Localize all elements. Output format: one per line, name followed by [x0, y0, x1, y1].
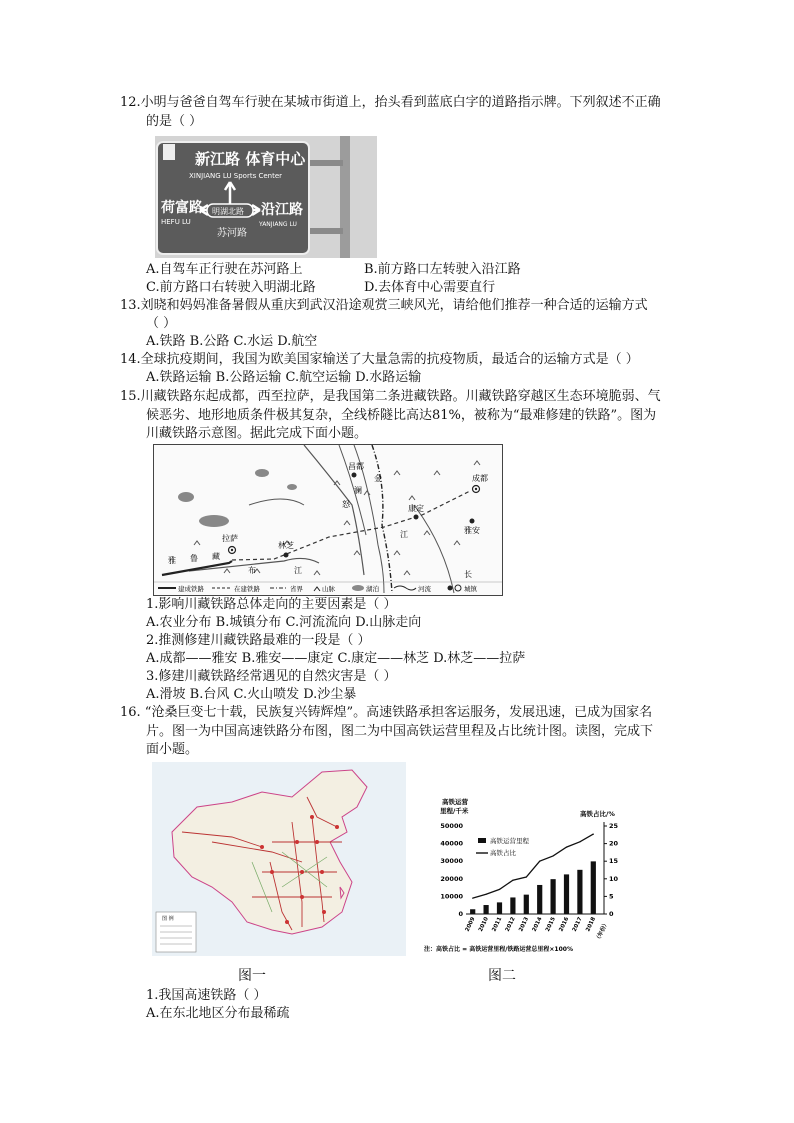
chart-xtick-2015: 2015: [545, 916, 557, 933]
q12-stem-line1: 12.小明与爸爸自驾车行驶在某城市街道上，抬头看到蓝底白字的道路指示牌。下列叙述不正确: [120, 95, 661, 110]
map-river-chang: 长: [464, 570, 472, 579]
map-city-yaan: 雅安: [464, 526, 480, 535]
q15-stem-line1: 15.川藏铁路东起成都，西至拉萨，是我国第二条进藏铁路。川藏铁路穿越区生态环境脆弱、气: [120, 389, 661, 404]
q16-stem-line1: 16. “沧桑巨变七十载，民族复兴铸辉煌”。高速铁路承担客运服务，发展迅速，已成为国家名: [120, 705, 653, 720]
road-sign-photo: [155, 136, 377, 258]
chart-xtick-2014: 2014: [531, 916, 544, 933]
chart-bar-2016: [564, 874, 569, 914]
chart-line-point-2009: [472, 898, 473, 899]
q16-sub1: 1.我国高速铁路（ ）: [146, 988, 267, 1003]
chart-ytick-left-4: 40000: [440, 839, 463, 848]
chart-xtick-2012: 2012: [504, 916, 517, 933]
chart-ytick-right-4: 20: [609, 839, 619, 848]
q12-option-d: D.去体育中心需要直行: [364, 280, 496, 295]
chart-ytick-right-1: 5: [609, 892, 614, 901]
china-hsr-map-graphic: [152, 762, 406, 956]
chart-note: 注：高铁占比 = 高铁运营里程/铁路运营总里程×100%: [424, 946, 573, 953]
chart-line-point-2015: [553, 855, 554, 856]
hsr-combo-chart: [420, 796, 644, 956]
chart-line-point-2014: [539, 861, 540, 862]
q15-sub2-options: A.成都——雅安 B.雅安——康定 C.康定——林芝 D.林芝——拉萨: [146, 651, 526, 666]
chart-ytick-right-0: 0: [609, 910, 614, 918]
map-river-jin: 金: [374, 474, 382, 483]
chart-xtick-2011: 2011: [491, 916, 504, 933]
chart-line-point-2017: [579, 841, 580, 842]
fig1-legend-title: 图 例: [162, 916, 174, 922]
sign-bottom-cn: 苏河路: [217, 228, 247, 239]
legend-bar-swatch: [478, 838, 486, 843]
legend-bar-label: 高铁运营里程: [490, 837, 529, 845]
sign-top-cn: 新江路 体育中心: [195, 150, 306, 168]
q12-option-a: A.自驾车正行驶在苏河路上: [146, 262, 303, 277]
q13-options: A.铁路 B.公路 C.水运 D.航空: [146, 334, 318, 349]
chart-ytick-right-5: 25: [609, 822, 619, 830]
legend-lake: 湖泊: [366, 585, 379, 593]
q14-stem: 14.全球抗疫期间，我国为欧美国家输送了大量急需的抗疫物质，最适合的运输方式是（ ）: [120, 352, 639, 367]
q15-sub1: 1.影响川藏铁路总体走向的主要因素是（ ）: [146, 597, 397, 612]
chart-line-point-2011: [499, 889, 500, 890]
map-yarlung-5: 江: [294, 566, 302, 575]
sign-left-en: HEFU LU: [161, 218, 191, 226]
chart-ytick-right-3: 15: [609, 857, 619, 866]
q16-sub1-option-a: A.在东北地区分布最稀疏: [146, 1006, 290, 1021]
chart-xtick-2018: 2018: [585, 916, 598, 933]
map-city-chengdu: 成都: [472, 474, 488, 483]
q16-stem-line2: 片。图一为中国高速铁路分布图，图二为中国高铁运营里程及占比统计图。读图，完成下: [146, 724, 654, 739]
map-river-jiang: 江: [400, 530, 408, 539]
chart-ytick-left-3: 30000: [440, 857, 463, 866]
q15-sub2: 2.推测修建川藏铁路最难的一段是（ ）: [146, 633, 371, 648]
sign-mid: 明湖北路: [212, 207, 244, 216]
legend-mountain: 山脉: [322, 585, 335, 593]
chart-line-point-2013: [526, 876, 527, 877]
q13-stem-line1: 13.刘晓和妈妈准备暑假从重庆到武汉沿途观赏三峡风光，请给他们推荐一种合适的运输方式: [120, 298, 648, 313]
map-yarlung-3: 藏: [212, 552, 220, 561]
q12-stem-line2: 的是（ ）: [146, 114, 203, 129]
legend-building: 在建铁路: [234, 585, 260, 593]
map-city-changdu: 昌都: [348, 462, 364, 471]
map-yarlung-4: 布: [248, 566, 256, 575]
q15-stem-line2: 候恶劣、地形地质条件极其复杂，全线桥隧比高达81%，被称为“最难修建的铁路”。图为: [146, 408, 657, 423]
q15-sub3-options: A.滑坡 B.台风 C.火山喷发 D.沙尘暴: [146, 687, 357, 702]
chart-ytick-left-2: 20000: [440, 874, 463, 883]
chart-bar-2012: [510, 897, 515, 914]
chart-line-point-2018: [593, 833, 594, 834]
q12-option-c: C.前方路口右转驶入明湖北路: [146, 280, 316, 295]
map-city-lhasa: 拉萨: [222, 534, 238, 543]
legend-city: 城镇: [464, 585, 477, 593]
chart-bar-2009: [470, 909, 475, 914]
q15-sub1-options: A.农业分布 B.城镇分布 C.河流流向 D.山脉走向: [146, 615, 422, 630]
chart-ytick-left-5: 50000: [440, 822, 463, 830]
sign-right-en: YANJIANG LU: [259, 221, 297, 228]
figure2-caption: 图二: [488, 968, 516, 984]
chart-xtick-2017: 2017: [571, 916, 584, 933]
legend-line-label: 高铁占比: [490, 849, 516, 857]
map-city-kangding: 康定: [408, 504, 424, 513]
chart-bar-2011: [497, 902, 502, 914]
sign-left-cn: 荷富路: [161, 200, 203, 216]
chart-line-point-2012: [512, 880, 513, 881]
q13-stem-line2: （ ）: [146, 316, 177, 331]
map-river-lan: 澜: [354, 486, 362, 495]
chart-bar-2015: [551, 879, 556, 914]
map-river-nu: 怒: [342, 500, 350, 509]
chart-xtick-2016: 2016: [558, 916, 571, 933]
q16-stem-line3: 面小题。: [146, 742, 199, 757]
sign-top-en: XINJIANG LU Sports Center: [189, 172, 283, 180]
china-hsr-map: [152, 762, 406, 956]
legend-border: 省界: [290, 585, 303, 593]
chart-ytick-left-0: 0: [458, 910, 463, 918]
chart-bar-2018: [591, 861, 596, 914]
chart-ylabel-right: 高铁占比/%: [580, 810, 615, 818]
chart-ytick-right-2: 10: [609, 874, 619, 883]
map-yarlung-1: 雅: [168, 556, 176, 565]
figure1-caption: 图一: [238, 968, 266, 984]
chart-bar-2017: [577, 870, 582, 914]
chart-bar-2010: [484, 905, 489, 914]
chart-bar-2014: [537, 885, 542, 914]
hsr-chart: [420, 796, 644, 956]
chart-xtick-2009: 2009: [464, 916, 477, 933]
chart-xtick-2013: 2013: [518, 916, 531, 933]
map-city-linzhi: 林芝: [278, 541, 294, 550]
sign-pole: [340, 136, 350, 258]
railway-map-graphic: [154, 445, 502, 595]
chart-line-point-2016: [566, 847, 567, 848]
map-yarlung-2: 鲁: [190, 554, 198, 563]
chart-bar-2013: [524, 895, 529, 914]
chart-ylabel-left-1: 高铁运营: [442, 798, 468, 806]
chart-line-point-2010: [486, 894, 487, 895]
q12-option-b: B.前方路口左转驶入沿江路: [364, 262, 521, 277]
sichuan-tibet-railway-map: [153, 444, 503, 596]
legend-river: 河流: [418, 585, 431, 593]
chart-x-unit: （年份）: [595, 920, 610, 943]
legend-built: 建成铁路: [178, 585, 204, 593]
chart-xtick-2010: 2010: [478, 916, 490, 933]
q14-options: A.铁路运输 B.公路运输 C.航空运输 D.水路运输: [146, 370, 422, 385]
chart-ylabel-left-2: 里程/千米: [440, 807, 469, 815]
q15-sub3: 3.修建川藏铁路经常遇见的自然灾害是（ ）: [146, 669, 397, 684]
road-sign-graphic: [155, 136, 377, 258]
chart-ytick-left-1: 10000: [440, 892, 463, 901]
sign-right-cn: 沿江路: [261, 202, 303, 218]
q15-stem-line3: 川藏铁路示意图。据此完成下面小题。: [146, 426, 368, 441]
